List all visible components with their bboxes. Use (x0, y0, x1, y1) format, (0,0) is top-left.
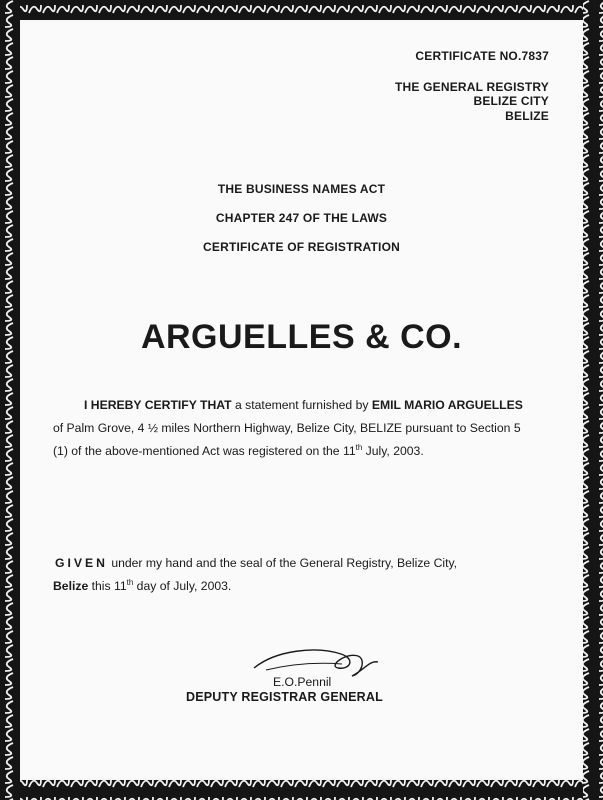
certify-text: a statement furnished by (231, 398, 372, 412)
registration-date: July, 2003. (362, 444, 424, 459)
certificate-title: CERTIFICATE OF REGISTRATION (203, 240, 400, 254)
certify-line-3 (53, 443, 424, 458)
given-date: day of July, 2003. (133, 579, 232, 594)
given-lead: GIVEN (55, 556, 108, 570)
applicant-name: EMIL MARIO ARGUELLES (371, 398, 523, 412)
signatory-name: E.O.Pennil (273, 675, 332, 689)
given-line-1 (55, 556, 457, 570)
registry-country: BELIZE (505, 109, 549, 123)
given-line-2 (53, 578, 231, 593)
given-date-suffix: th (126, 578, 134, 587)
date-suffix: th (355, 443, 363, 452)
certify-line-1 (84, 398, 523, 412)
certify-line-2: of Palm Grove, 4 ½ miles Northern Highway, Belize City, BELIZE pursuant to Section 5 (53, 421, 521, 435)
given-date-text: this 11 (88, 579, 127, 594)
business-name: ARGUELLES & CO. (140, 318, 463, 356)
act-title: THE BUSINESS NAMES ACT (217, 182, 386, 196)
registration-text: (1) of the above-mentioned Act was registered on the 11 (53, 444, 356, 459)
signatory-title: DEPUTY REGISTRAR GENERAL (186, 690, 383, 704)
registry-name: THE GENERAL REGISTRY (394, 80, 549, 94)
given-place: Belize (53, 579, 89, 594)
certificate-number: CERTIFICATE NO.7837 (415, 49, 549, 63)
certify-lead: I HEREBY CERTIFY THAT (84, 398, 232, 412)
chapter-title: CHAPTER 247 OF THE LAWS (215, 211, 388, 225)
registry-city: BELIZE CITY (473, 94, 549, 108)
given-text: under my hand and the seal of the General Registry, Belize City, (107, 556, 458, 570)
